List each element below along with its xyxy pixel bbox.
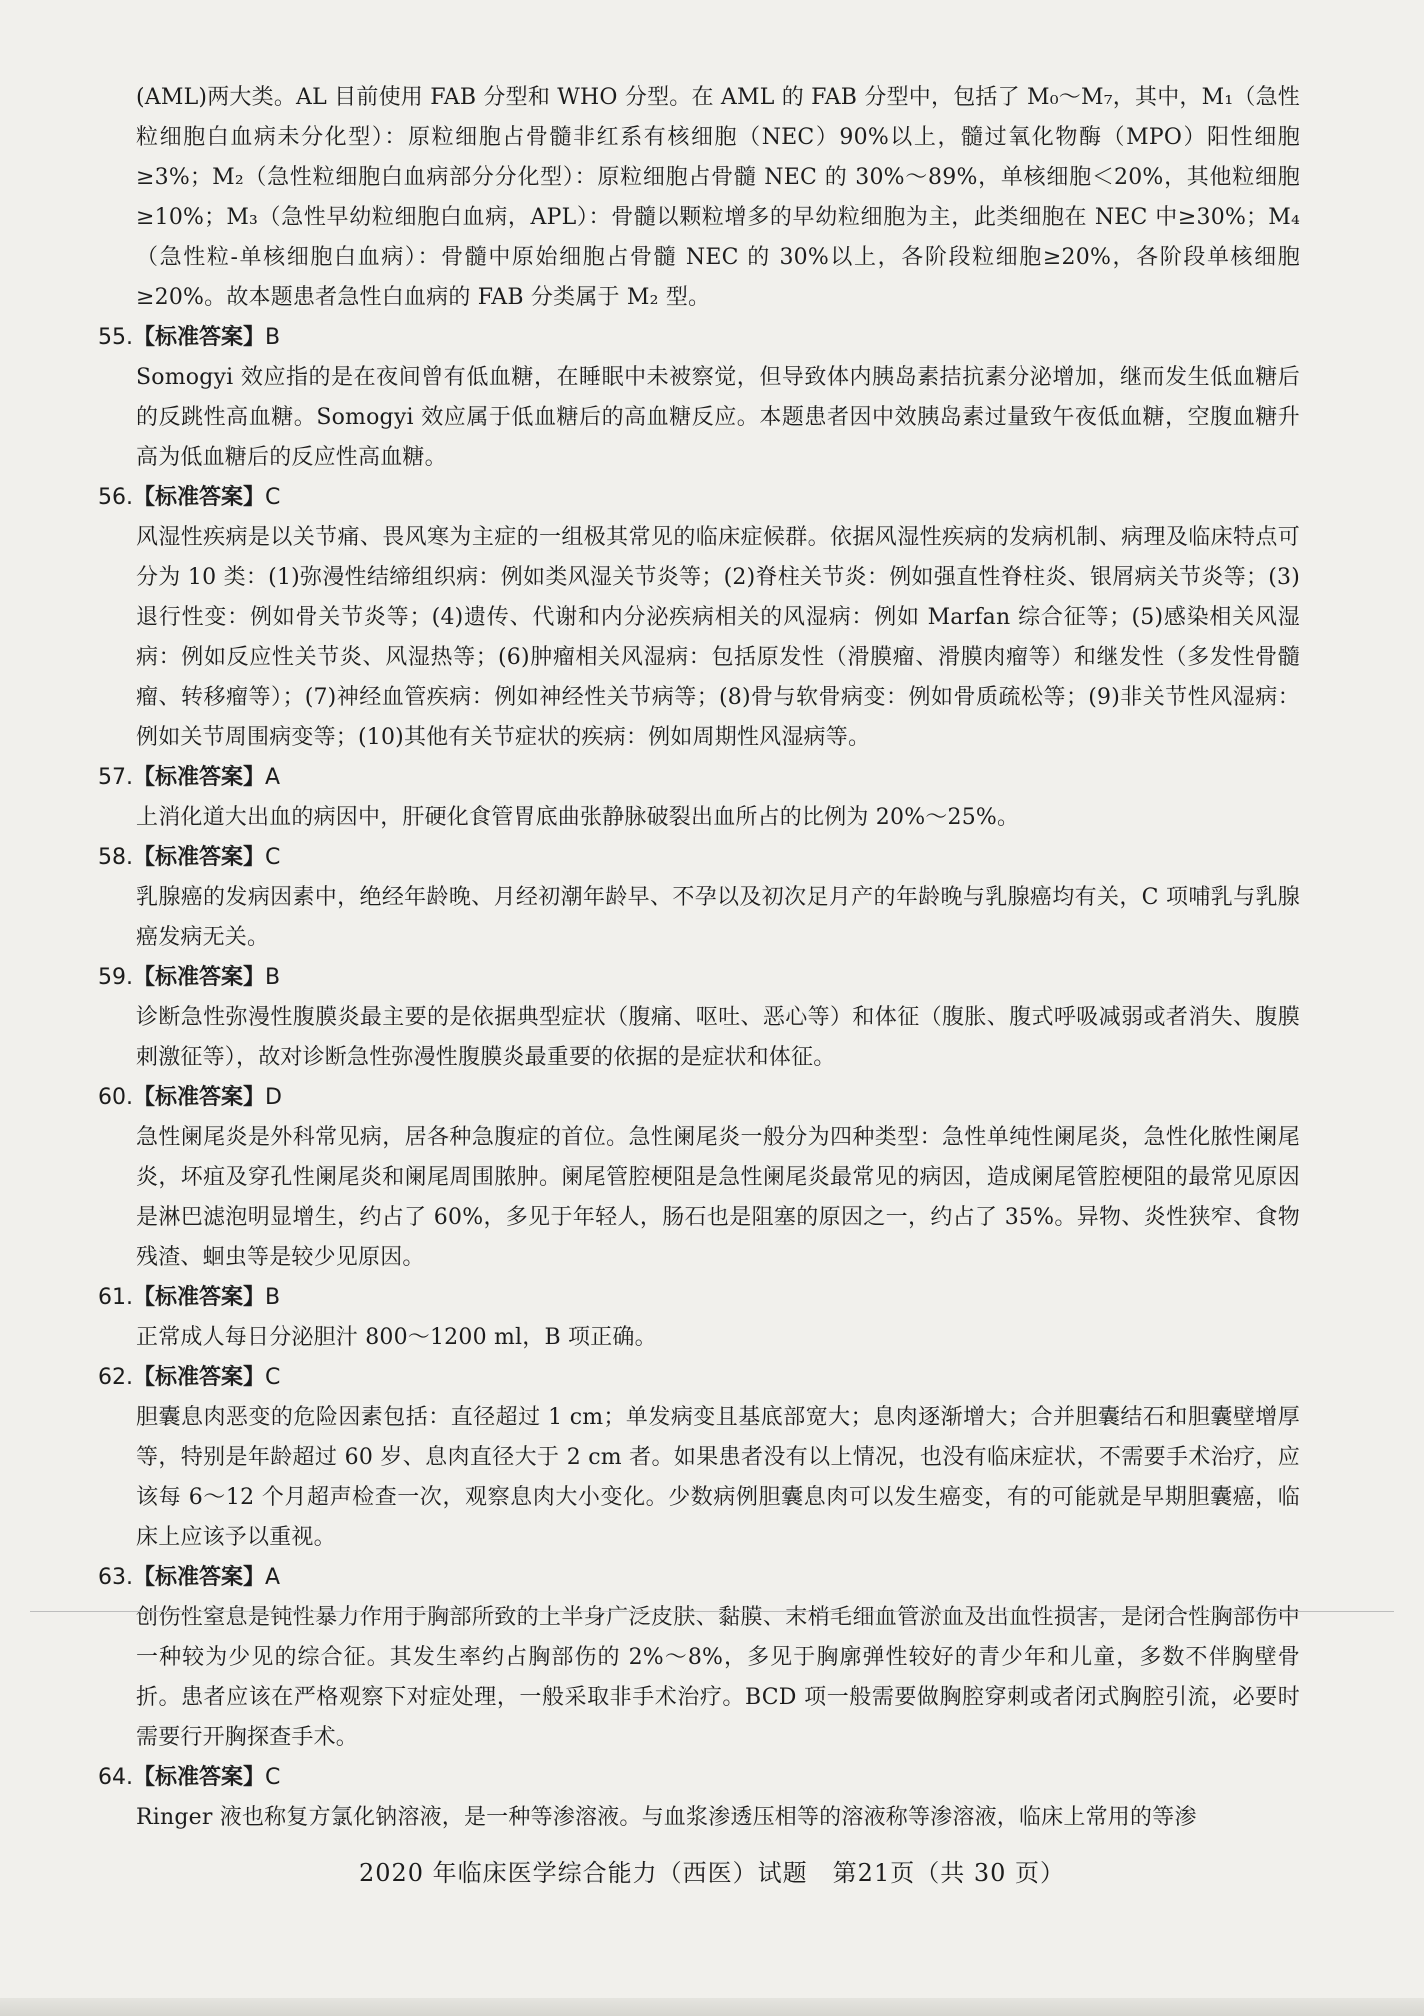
answer-item (98, 1358, 1300, 1558)
continued-explanation: (AML)两大类。AL 目前使用 FAB 分型和 WHO 分型。在 AML 的 FAB 分型中，包括了 M₀～M₇，其中，M₁（急性粒细胞白血病未分化型）：原粒细胞占骨髓非红系有核细胞（NEC）90%以上，髓过氧化物酶（MPO）阳性细胞≥3%；M₂（急性粒细胞白血病部分分化型）：原粒细胞占骨髓 NEC 的 30%～89%，单核细胞＜20%，其他粒细胞≥10%；M₃（急性早幼粒细胞白血病，APL）：骨髓以颗粒增多的早幼粒细胞为主，此类细胞在 NEC 中≥30%；M₄（急性粒-单核细胞白血病）：骨髓中原始细胞占骨髓 NEC 的 30%以上，各阶段粒细胞≥20%，各阶段单核细胞≥20%。故本题患者急性白血病的 FAB 分类属于 M₂ 型。 (136, 85, 1300, 310)
explanation-text: Somogyi 效应指的是在夜间曾有低血糖，在睡眠中未被察觉，但导致体内胰岛素拮抗素分泌增加，继而发生低血糖后的反跳性高血糖。Somogyi 效应属于低血糖后的高血糖反应。本题患者因中效胰岛素过量致午夜低血糖，空腹血糖升高为低血糖后的反应性高血糖。 (136, 365, 1300, 470)
answer-letter: B (265, 325, 281, 350)
question-number: 56. (98, 485, 133, 510)
answer-item (98, 1558, 1300, 1758)
question-number: 61. (98, 1285, 133, 1310)
explanation-text: Ringer 液也称复方氯化钠溶液，是一种等渗溶液。与血浆渗透压相等的溶液称等渗溶液，临床上常用的等渗 (136, 1805, 1197, 1830)
explanation-text: 急性阑尾炎是外科常见病，居各种急腹症的首位。急性阑尾炎一般分为四种类型：急性单纯性阑尾炎，急性化脓性阑尾炎，坏疽及穿孔性阑尾炎和阑尾周围脓肿。阑尾管腔梗阻是急性阑尾炎最常见的病因，造成阑尾管腔梗阻的最常见原因是淋巴滤泡明显增生，约占了 60%，多见于年轻人，肠石也是阻塞的原因之一，约占了 35%。异物、炎性狭窄、食物残渣、蛔虫等是较少见原因。 (136, 1125, 1300, 1270)
answer-heading (98, 1758, 1270, 1798)
standard-answer-label: 【标准答案】 (133, 485, 266, 510)
question-number: 63. (98, 1565, 133, 1590)
answer-letter: A (265, 765, 281, 790)
explanation-text: 胆囊息肉恶变的危险因素包括：直径超过 1 cm；单发病变且基底部宽大；息肉逐渐增大；合并胆囊结石和胆囊壁增厚等，特别是年龄超过 60 岁、息肉直径大于 2 cm 者。如果患者没有以上情况，也没有临床症状，不需要手术治疗，应该每 6～12 个月超声检查一次，观察息肉大小变化。少数病例胆囊息肉可以发生癌变，有的可能就是早期胆囊癌，临床上应该予以重视。 (136, 1405, 1300, 1550)
answer-heading (98, 1278, 1270, 1318)
answer-letter: B (265, 1285, 281, 1310)
explanation-text: 乳腺癌的发病因素中，绝经年龄晚、月经初潮年龄早、不孕以及初次足月产的年龄晚与乳腺癌均有关，C 项哺乳与乳腺癌发病无关。 (136, 885, 1300, 950)
standard-answer-label: 【标准答案】 (133, 1285, 266, 1310)
answer-list (98, 318, 1300, 1838)
answer-item (98, 478, 1300, 758)
standard-answer-label: 【标准答案】 (133, 325, 266, 350)
standard-answer-label: 【标准答案】 (133, 1565, 266, 1590)
standard-answer-label: 【标准答案】 (133, 965, 266, 990)
question-number: 55. (98, 325, 133, 350)
question-number: 64. (98, 1765, 133, 1790)
question-number: 60. (98, 1085, 133, 1110)
question-number: 57. (98, 765, 133, 790)
answer-item (98, 838, 1300, 958)
answer-item (98, 1078, 1300, 1278)
answer-heading (98, 1358, 1270, 1398)
answer-letter: D (265, 1085, 282, 1110)
answer-heading (98, 318, 1270, 358)
answer-item (98, 1758, 1300, 1838)
answer-letter: C (265, 1765, 281, 1790)
standard-answer-label: 【标准答案】 (133, 1365, 266, 1390)
answer-letter: C (265, 845, 281, 870)
answer-letter: C (265, 1365, 281, 1390)
scan-edge (0, 1998, 1424, 2016)
answer-heading (98, 1558, 1270, 1598)
explanation-text: 诊断急性弥漫性腹膜炎最主要的是依据典型症状（腹痛、呕吐、恶心等）和体征（腹胀、腹式呼吸减弱或者消失、腹膜刺激征等），故对诊断急性弥漫性腹膜炎最重要的依据的是症状和体征。 (136, 1005, 1300, 1070)
question-number: 59. (98, 965, 133, 990)
answer-letter: C (265, 485, 281, 510)
explanation-text: 创伤性窒息是钝性暴力作用于胸部所致的上半身广泛皮肤、黏膜、末梢毛细血管淤血及出血性损害，是闭合性胸部伤中一种较为少见的综合征。其发生率约占胸部伤的 2%～8%，多见于胸廓弹性较好的青少年和儿童，多数不伴胸壁骨折。患者应该在严格观察下对症处理，一般采取非手术治疗。BCD 项一般需要做胸腔穿刺或者闭式胸腔引流，必要时需要行开胸探查手术。 (136, 1605, 1300, 1750)
page-footer: 2020 年临床医学综合能力（西医）试题 第21页（共 30 页） (358, 1859, 1066, 1887)
answer-heading (98, 838, 1270, 878)
answer-heading (98, 1078, 1270, 1118)
answer-explanations (98, 78, 1300, 1838)
answer-letter: A (265, 1565, 281, 1590)
answer-heading (98, 758, 1270, 798)
answer-heading (98, 478, 1270, 518)
answer-heading (98, 958, 1270, 998)
answer-item (98, 1278, 1300, 1358)
answer-item (98, 318, 1300, 478)
explanation-text: 上消化道大出血的病因中，肝硬化食管胃底曲张静脉破裂出血所占的比例为 20%～25%。 (136, 805, 1020, 830)
explanation-text: 风湿性疾病是以关节痛、畏风寒为主症的一组极其常见的临床症候群。依据风湿性疾病的发病机制、病理及临床特点可分为 10 类：(1)弥漫性结缔组织病：例如类风湿关节炎等；(2)脊柱关节炎：例如强直性脊柱炎、银屑病关节炎等；(3)退行性变：例如骨关节炎等；(4)遗传、代谢和内分泌疾病相关的风湿病：例如 Marfan 综合征等；(5)感染相关风湿病：例如反应性关节炎、风湿热等；(6)肿瘤相关风湿病：包括原发性（滑膜瘤、滑膜肉瘤等）和继发性（多发性骨髓瘤、转移瘤等）；(7)神经血管疾病：例如神经性关节病等；(8)骨与软骨病变：例如骨质疏松等；(9)非关节性风湿病：例如关节周围病变等；(10)其他有关节症状的疾病：例如周期性风湿病等。 (136, 525, 1300, 750)
question-number: 58. (98, 845, 133, 870)
standard-answer-label: 【标准答案】 (133, 1085, 266, 1110)
question-number: 62. (98, 1365, 133, 1390)
standard-answer-label: 【标准答案】 (133, 1765, 266, 1790)
answer-letter: B (265, 965, 281, 990)
answer-item (98, 958, 1300, 1078)
answer-item (98, 758, 1300, 838)
explanation-text: 正常成人每日分泌胆汁 800～1200 ml，B 项正确。 (136, 1325, 657, 1350)
scan-line-divider (30, 1611, 1394, 1612)
standard-answer-label: 【标准答案】 (133, 765, 266, 790)
standard-answer-label: 【标准答案】 (133, 845, 266, 870)
